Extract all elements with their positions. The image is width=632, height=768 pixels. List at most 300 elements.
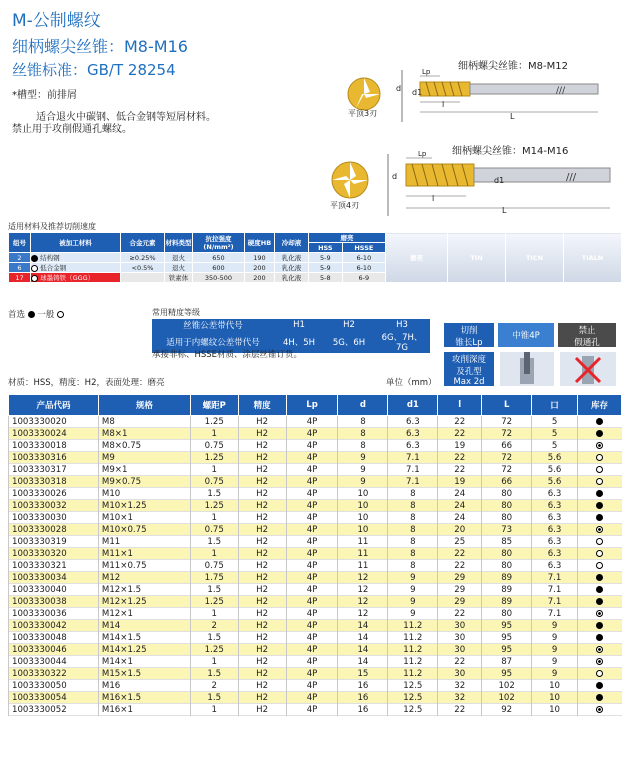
table-cell: 9 xyxy=(532,668,578,680)
stock-cell xyxy=(578,452,622,464)
table-cell: M11×1 xyxy=(98,548,190,560)
table-cell: 5.6 xyxy=(532,452,578,464)
table-cell: 8 xyxy=(388,524,438,536)
table-cell: 30 xyxy=(438,620,482,632)
table-cell: H2 xyxy=(238,644,286,656)
bottom-dim-l: l xyxy=(432,194,435,203)
top-dim-d: d xyxy=(396,84,402,93)
not-stock-icon xyxy=(596,466,603,473)
in-stock-icon xyxy=(596,694,603,701)
table-cell: 10 xyxy=(338,512,388,524)
table-cell: 1 xyxy=(190,512,238,524)
stock-cell xyxy=(578,416,622,428)
bottom-diagram-label: 细柄螺尖丝锥：M14-M16 xyxy=(452,146,569,157)
table-cell: 72 xyxy=(482,428,532,440)
table-cell: M10×1 xyxy=(98,512,190,524)
table-cell: H2 xyxy=(238,476,286,488)
table-cell: 7.1 xyxy=(532,608,578,620)
table-cell: 85 xyxy=(482,536,532,548)
table-cell: H2 xyxy=(238,464,286,476)
table-cell: 80 xyxy=(482,488,532,500)
table-row xyxy=(9,524,622,536)
table-cell: 22 xyxy=(438,704,482,716)
table-cell: 6.3 xyxy=(532,536,578,548)
table-cell: H2 xyxy=(238,608,286,620)
table-row xyxy=(9,656,622,668)
top-diagram-label: 细柄螺尖丝锥：M8-M12 xyxy=(458,61,568,72)
stock-cell xyxy=(578,572,622,584)
table-cell: 72 xyxy=(482,416,532,428)
table-cell: 1.25 xyxy=(190,416,238,428)
table-cell: H2 xyxy=(238,428,286,440)
page-title: M-公制螺纹 xyxy=(12,11,101,31)
table-cell: 87 xyxy=(482,656,532,668)
forbid-hole-icon xyxy=(560,352,616,386)
stock-cell xyxy=(578,608,622,620)
table-cell: 7.1 xyxy=(532,596,578,608)
table-cell: 10 xyxy=(532,680,578,692)
table-cell: 30 xyxy=(438,632,482,644)
table-row xyxy=(9,704,622,716)
table-cell: 4P xyxy=(286,596,338,608)
table-cell: 1003330040 xyxy=(9,584,99,596)
order-stock-icon xyxy=(596,646,603,653)
table-row xyxy=(9,500,622,512)
table-cell: 6.3 xyxy=(388,440,438,452)
table-cell: 0.75 xyxy=(190,440,238,452)
in-stock-icon xyxy=(596,502,603,509)
table-cell: 1003330034 xyxy=(9,572,99,584)
table-cell: M14×1.5 xyxy=(98,632,190,644)
table-row xyxy=(9,608,622,620)
table-row xyxy=(9,632,622,644)
table-cell: 6.3 xyxy=(532,560,578,572)
svg-text:///: /// xyxy=(556,86,566,96)
table-cell: 4P xyxy=(286,704,338,716)
bottom-dim-L: L xyxy=(502,206,507,215)
table-cell: M12 xyxy=(98,572,190,584)
table-row xyxy=(9,512,622,524)
description-line-2: 禁止用于攻削假通孔螺纹。 xyxy=(12,124,132,135)
table-cell: 14 xyxy=(338,620,388,632)
table-row xyxy=(9,476,622,488)
table-cell: 72 xyxy=(482,452,532,464)
top-dim-L: L xyxy=(510,112,515,121)
table-cell: M10 xyxy=(98,488,190,500)
stock-cell xyxy=(578,440,622,452)
table-cell: 1 xyxy=(190,656,238,668)
top-tap-diagram xyxy=(340,64,620,130)
top-diagram-caption: 平顶3刃 xyxy=(348,109,378,118)
not-stock-icon xyxy=(596,670,603,677)
table-cell: 89 xyxy=(482,596,532,608)
table-cell: 6.3 xyxy=(532,548,578,560)
table-cell: 1 xyxy=(190,464,238,476)
table-cell: 0.75 xyxy=(190,524,238,536)
table-cell: 22 xyxy=(438,416,482,428)
table-cell: M14×1 xyxy=(98,656,190,668)
table-cell: 24 xyxy=(438,512,482,524)
in-stock-icon xyxy=(596,634,603,641)
table-cell: 10 xyxy=(338,524,388,536)
preferred-dot-icon xyxy=(31,255,38,262)
table-cell: 9 xyxy=(338,452,388,464)
table-cell: 102 xyxy=(482,692,532,704)
top-dim-d1: d1 xyxy=(412,88,423,97)
table-cell: 4P xyxy=(286,416,338,428)
table-cell: 1003330044 xyxy=(9,656,99,668)
table-cell: 9 xyxy=(532,632,578,644)
bottom-dim-d: d xyxy=(392,172,398,181)
table-cell: 1003330042 xyxy=(9,620,99,632)
non-standard-note: 承接非标、HSSE材质、涂层丝锥订货。 xyxy=(152,350,303,360)
table-cell: 12.5 xyxy=(388,704,438,716)
table-cell: 0.75 xyxy=(190,560,238,572)
table-row xyxy=(9,488,622,500)
table-cell: M14×1.25 xyxy=(98,644,190,656)
not-stock-icon xyxy=(596,454,603,461)
bottom-diagram-caption: 平顶4刃 xyxy=(330,201,360,210)
table-cell: 19 xyxy=(438,440,482,452)
table-cell: 5.6 xyxy=(532,464,578,476)
table-cell: 14 xyxy=(338,632,388,644)
table-cell: 11 xyxy=(338,548,388,560)
table-cell: 29 xyxy=(438,572,482,584)
table-cell: 1.25 xyxy=(190,452,238,464)
table-cell: 1003330036 xyxy=(9,608,99,620)
table-cell: 29 xyxy=(438,596,482,608)
table-cell: 20 xyxy=(438,524,482,536)
table-cell: M9×1 xyxy=(98,464,190,476)
table-cell: M12×1.25 xyxy=(98,596,190,608)
table-cell: 15 xyxy=(338,668,388,680)
table-cell: 6.3 xyxy=(532,524,578,536)
legend: 首选 一般 xyxy=(8,308,64,320)
cut-length-box: 切削 锥长Lp xyxy=(444,323,494,347)
table-cell: 12 xyxy=(338,608,388,620)
table-cell: 11 xyxy=(338,536,388,548)
table-cell: H2 xyxy=(238,536,286,548)
table-row xyxy=(9,416,622,428)
table-cell: 4P xyxy=(286,512,338,524)
depth-box: 攻削深度 及孔型 Max 2d xyxy=(444,352,494,386)
table-cell: M14 xyxy=(98,620,190,632)
table-cell: H2 xyxy=(238,632,286,644)
normal-dot-icon xyxy=(31,265,38,272)
table-cell: H2 xyxy=(238,500,286,512)
bottom-dim-d1: d1 xyxy=(494,176,505,185)
table-cell: 1003330316 xyxy=(9,452,99,464)
stock-cell xyxy=(578,668,622,680)
stock-cell xyxy=(578,488,622,500)
table-cell: 1003330320 xyxy=(9,548,99,560)
table-cell: 66 xyxy=(482,476,532,488)
table-cell: M15×1.5 xyxy=(98,668,190,680)
table-cell: 29 xyxy=(438,584,482,596)
table-cell: 4P xyxy=(286,692,338,704)
table-row xyxy=(9,428,622,440)
table-cell: 92 xyxy=(482,704,532,716)
in-stock-icon xyxy=(596,490,603,497)
table-cell: 5 xyxy=(532,416,578,428)
table-cell: H2 xyxy=(238,656,286,668)
table-cell: 7.1 xyxy=(388,476,438,488)
table-cell: 12 xyxy=(338,572,388,584)
table-cell: 1 xyxy=(190,428,238,440)
table-row xyxy=(9,584,622,596)
table-cell: M12×1 xyxy=(98,608,190,620)
top-dim-lp: Lp xyxy=(422,68,431,76)
table-cell: H2 xyxy=(238,620,286,632)
table-row xyxy=(9,548,622,560)
table-cell: 22 xyxy=(438,608,482,620)
table-cell: 24 xyxy=(438,500,482,512)
table-cell: M10×0.75 xyxy=(98,524,190,536)
table-cell: 5.6 xyxy=(532,476,578,488)
table-cell: 1.5 xyxy=(190,632,238,644)
stock-cell xyxy=(578,632,622,644)
table-cell: 1 xyxy=(190,548,238,560)
table-cell: M8×0.75 xyxy=(98,440,190,452)
table-cell: 80 xyxy=(482,512,532,524)
table-cell: 22 xyxy=(438,464,482,476)
depth-hole-icon xyxy=(500,352,554,386)
table-row xyxy=(9,464,622,476)
table-cell: 1003330052 xyxy=(9,704,99,716)
stock-cell xyxy=(578,692,622,704)
table-cell: 8 xyxy=(388,548,438,560)
table-cell: H2 xyxy=(238,416,286,428)
table-cell: 9 xyxy=(532,656,578,668)
stock-cell xyxy=(578,644,622,656)
stock-cell xyxy=(578,680,622,692)
table-cell: 16 xyxy=(338,704,388,716)
table-cell: 12 xyxy=(338,584,388,596)
table-cell: 12.5 xyxy=(388,680,438,692)
spec-line: 材质：HSS，精度：H2，表面处理：磨亮 xyxy=(8,378,165,388)
material-row: 6 低合金钢 <0.5% 退火 600 200 乳化液 5-9 6-10 xyxy=(9,263,622,273)
table-cell: H2 xyxy=(238,548,286,560)
table-cell: 1003330054 xyxy=(9,692,99,704)
table-cell: 7.1 xyxy=(388,452,438,464)
table-cell: M8 xyxy=(98,416,190,428)
table-cell: 8 xyxy=(388,536,438,548)
product-table: 产品代码 规格 螺距P 精度 Lp d d1 l L 口 库存 1003330020 M8 1.25 H2 4P 8 6.3 22 72 5 1003330024 M8×1 1 H2 4P 8 6.3 22 72 5 1003330018 M8×0.75 0.75 H2 4P 8 6.3 19 66 5 1003330316 M9 1.25 H2 4P 9 7.1 22 72 5.6 1003330317 M9×1 1 H2 4P 9 7.1 22 72 5.6 1003330318 M9×0.75 0.75 H2 4P 9 7.1 19 66 5.6 1003330026 M10 1.5 H2 4P 10 8 24 80 6.3 1003330032 M10×1.25 1.25 H2 4P 10 8 24 80 6.3 1003330030 M10×1 1 H2 4P 10 8 24 80 6.3 1003330028 M10×0.75 0.75 H2 4P 10 8 20 73 6.3 1003330319 M11 1.5 H2 4P 11 8 25 85 6.3 1003330320 M11×1 1 H2 4P 11 8 22 80 6.3 1003330321 M11×0.75 0.75 H2 4P 11 8 22 80 6.3 1003330034 M12 1.75 H2 4P 12 9 29 89 7.1 1003330040 M12×1.5 1.5 H2 4P 12 9 29 89 7.1 1003330038 M12×1.25 1.25 H2 4P 12 9 29 89 7.1 1003330036 M12×1 1 H2 4P 12 9 22 80 7.1 1003330042 M14 2 H2 4P 14 11.2 30 95 9 1003330048 M14×1.5 1.5 H2 4P 14 11.2 30 95 9 1003330046 M14×1.25 1.25 H2 4P 14 11.2 30 95 9 1003330044 M14×1 1 H2 4P 14 11.2 22 87 9 1003330322 M15×1.5 1.5 H2 4P 15 11.2 30 95 9 1003330050 M16 2 H2 4P 16 12.5 32 102 10 1003330054 M16×1.5 1.5 H2 4P 16 12.5 32 102 10 1003330052 M16×1 1 H2 4P 16 12.5 22 92 10 xyxy=(8,394,622,716)
table-cell: M16 xyxy=(98,680,190,692)
table-row xyxy=(9,536,622,548)
table-cell: 12 xyxy=(338,596,388,608)
table-cell: 102 xyxy=(482,680,532,692)
table-cell: 19 xyxy=(438,476,482,488)
table-cell: 22 xyxy=(438,560,482,572)
table-cell: M8×1 xyxy=(98,428,190,440)
stock-cell xyxy=(578,524,622,536)
table-cell: 22 xyxy=(438,656,482,668)
table-cell: 95 xyxy=(482,620,532,632)
table-cell: 22 xyxy=(438,428,482,440)
table-cell: 4P xyxy=(286,644,338,656)
table-row xyxy=(9,668,622,680)
order-stock-icon xyxy=(596,658,603,665)
table-cell: 16 xyxy=(338,692,388,704)
table-cell: 2 xyxy=(190,680,238,692)
table-cell: 1003330318 xyxy=(9,476,99,488)
stock-cell xyxy=(578,584,622,596)
in-stock-icon xyxy=(596,574,603,581)
table-cell: 9 xyxy=(338,464,388,476)
table-cell: H2 xyxy=(238,584,286,596)
table-cell: 9 xyxy=(388,608,438,620)
table-cell: H2 xyxy=(238,572,286,584)
table-cell: 1003330024 xyxy=(9,428,99,440)
table-cell: 1003330038 xyxy=(9,596,99,608)
table-cell: 10 xyxy=(532,704,578,716)
table-cell: 4P xyxy=(286,536,338,548)
normal-dot-icon xyxy=(57,311,64,318)
order-stock-icon xyxy=(596,610,603,617)
table-cell: 7.1 xyxy=(532,584,578,596)
table-cell: 9 xyxy=(532,644,578,656)
materials-table: 组号 被加工材料 合金元素 材料类型 抗拉强度(N/mm²) 硬度HB 冷却液 磨亮 磨亮 TIN TICN TIALN HSS HSSE 2 结构钢 ≥0.25% 退火 650 190 乳化液 5-9 6-10 6 低合金钢 <0.5% 退火 600 200 乳化液 5-9 6-10 17 球墨铸铁（GGG） 铁素体 350-500 200 乳化液 5-8 6-9 xyxy=(8,232,622,283)
table-cell: H2 xyxy=(238,692,286,704)
table-cell: 11.2 xyxy=(388,632,438,644)
table-cell: 11.2 xyxy=(388,620,438,632)
table-cell: 9 xyxy=(388,596,438,608)
table-cell: 1003330050 xyxy=(9,680,99,692)
table-cell: 1.75 xyxy=(190,572,238,584)
table-cell: 1.25 xyxy=(190,596,238,608)
table-cell: 1003330020 xyxy=(9,416,99,428)
table-cell: 11.2 xyxy=(388,668,438,680)
table-cell: 1003330018 xyxy=(9,440,99,452)
table-cell: 4P xyxy=(286,488,338,500)
table-cell: 4P xyxy=(286,500,338,512)
table-cell: 4P xyxy=(286,608,338,620)
table-cell: 1.5 xyxy=(190,536,238,548)
table-cell: 30 xyxy=(438,668,482,680)
table-cell: 1.25 xyxy=(190,644,238,656)
precision-caption: 常用精度等级 xyxy=(152,308,200,317)
order-stock-icon xyxy=(596,526,603,533)
table-cell: 4P xyxy=(286,656,338,668)
table-row xyxy=(9,644,622,656)
table-cell: 8 xyxy=(338,428,388,440)
table-cell: H2 xyxy=(238,440,286,452)
table-cell: 80 xyxy=(482,560,532,572)
stock-cell xyxy=(578,428,622,440)
table-cell: 66 xyxy=(482,440,532,452)
table-cell: 95 xyxy=(482,632,532,644)
stock-cell xyxy=(578,476,622,488)
table-cell: 4P xyxy=(286,572,338,584)
table-cell: 4P xyxy=(286,548,338,560)
in-stock-icon xyxy=(596,622,603,629)
table-row xyxy=(9,692,622,704)
table-cell: 4P xyxy=(286,452,338,464)
groove-type: *槽型：前排屑 xyxy=(12,90,77,101)
table-cell: 1003330322 xyxy=(9,668,99,680)
table-cell: 1.5 xyxy=(190,488,238,500)
material-row: 2 结构钢 ≥0.25% 退火 650 190 乳化液 5-9 6-10 xyxy=(9,253,622,263)
table-cell: 25 xyxy=(438,536,482,548)
table-cell: 8 xyxy=(388,488,438,500)
table-cell: M11 xyxy=(98,536,190,548)
table-cell: 4P xyxy=(286,668,338,680)
table-cell: 1003330048 xyxy=(9,632,99,644)
table-cell: 0.75 xyxy=(190,476,238,488)
table-cell: 72 xyxy=(482,464,532,476)
bottom-dim-lp: Lp xyxy=(418,150,427,158)
bottom-tap-diagram xyxy=(326,150,622,222)
table-cell: H2 xyxy=(238,452,286,464)
standard-label: 丝锥标准：GB/T 28254 xyxy=(12,61,176,79)
table-cell: 9 xyxy=(338,476,388,488)
table-cell: 22 xyxy=(438,548,482,560)
stock-cell xyxy=(578,620,622,632)
table-row xyxy=(9,572,622,584)
table-cell: 8 xyxy=(388,500,438,512)
stock-cell xyxy=(578,536,622,548)
table-cell: M10×1.25 xyxy=(98,500,190,512)
in-stock-icon xyxy=(596,430,603,437)
in-stock-icon xyxy=(596,598,603,605)
table-cell: 30 xyxy=(438,644,482,656)
table-cell: 6.3 xyxy=(388,416,438,428)
table-cell: 9 xyxy=(388,572,438,584)
table-cell: H2 xyxy=(238,524,286,536)
table-cell: 6.3 xyxy=(532,500,578,512)
table-cell: 80 xyxy=(482,608,532,620)
order-stock-icon xyxy=(596,442,603,449)
table-cell: 1003330032 xyxy=(9,500,99,512)
table-cell: 6.3 xyxy=(388,428,438,440)
stock-cell xyxy=(578,548,622,560)
table-cell: 14 xyxy=(338,656,388,668)
table-cell: 8 xyxy=(388,512,438,524)
table-cell: 8 xyxy=(338,440,388,452)
table-cell: 10 xyxy=(338,500,388,512)
table-cell: 1003330319 xyxy=(9,536,99,548)
table-cell: 1003330321 xyxy=(9,560,99,572)
precision-table: 丝锥公差带代号 H1 H2 H3 适用于内螺纹公差带代号 4H、5H 5G、6H 6G、7H、7G xyxy=(152,319,430,353)
unit-label: 单位（mm） xyxy=(386,378,437,388)
table-cell: 95 xyxy=(482,668,532,680)
table-cell: 11.2 xyxy=(388,656,438,668)
order-stock-icon xyxy=(596,706,603,713)
table-cell: 5 xyxy=(532,428,578,440)
materials-caption: 适用材料及推荐切削速度 xyxy=(8,222,96,231)
table-cell: 6.3 xyxy=(532,512,578,524)
table-cell: H2 xyxy=(238,512,286,524)
stock-cell xyxy=(578,464,622,476)
preferred-dot-icon xyxy=(28,311,35,318)
stock-cell xyxy=(578,500,622,512)
table-cell: 12.5 xyxy=(388,692,438,704)
table-cell: 1.5 xyxy=(190,584,238,596)
table-cell: 95 xyxy=(482,644,532,656)
table-cell: 4P xyxy=(286,476,338,488)
table-cell: 1003330046 xyxy=(9,644,99,656)
table-cell: 5 xyxy=(532,440,578,452)
table-cell: 7.1 xyxy=(532,572,578,584)
in-stock-icon xyxy=(596,586,603,593)
table-row xyxy=(9,440,622,452)
table-cell: 4P xyxy=(286,560,338,572)
not-stock-icon xyxy=(596,478,603,485)
table-cell: M16×1 xyxy=(98,704,190,716)
table-cell: M9 xyxy=(98,452,190,464)
table-cell: H2 xyxy=(238,704,286,716)
